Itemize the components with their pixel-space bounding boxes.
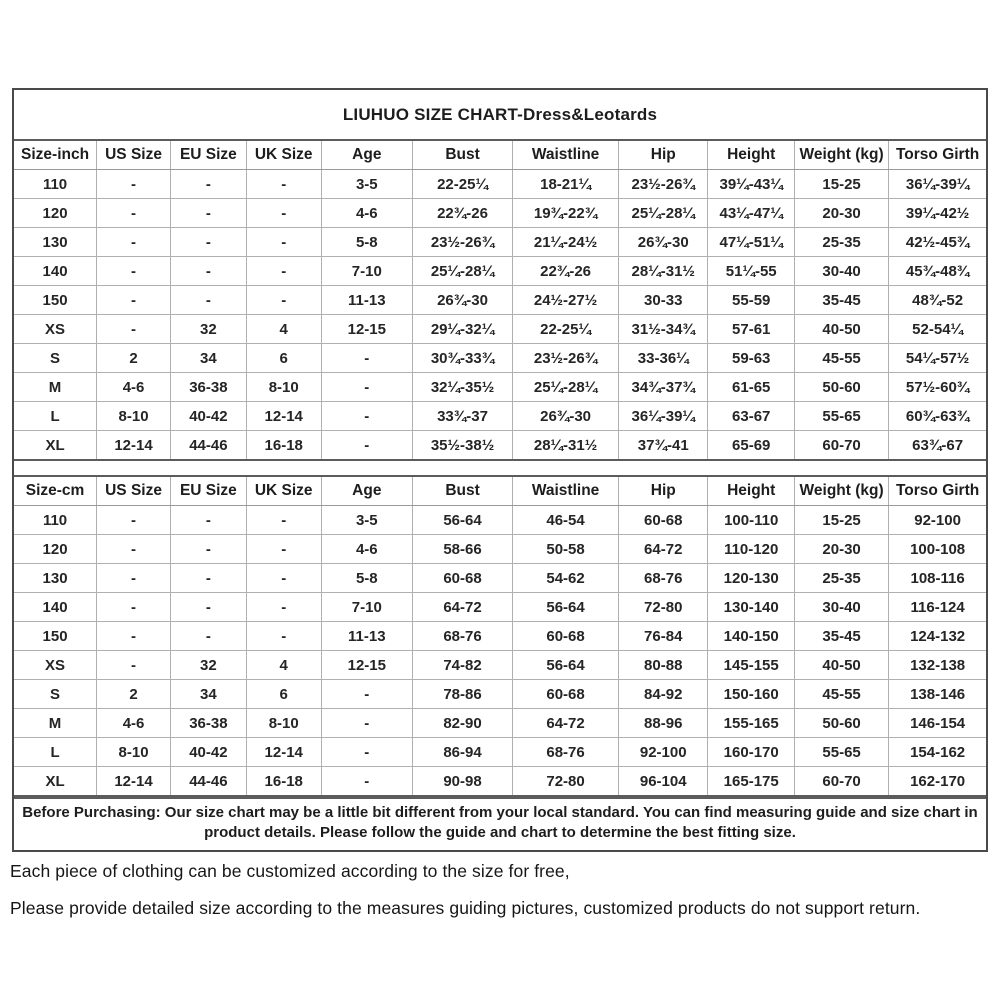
table-cell: 7-10 xyxy=(321,593,412,622)
table-cell: 2 xyxy=(97,344,171,373)
table-cell: - xyxy=(246,286,321,315)
column-header: Waistline xyxy=(513,140,619,170)
column-header: UK Size xyxy=(246,476,321,506)
table-cell: 58-66 xyxy=(412,535,512,564)
table-cell: 44-46 xyxy=(170,431,246,461)
table-cell: 130 xyxy=(14,228,97,257)
table-cell: 45-55 xyxy=(794,680,888,709)
table-cell: - xyxy=(321,402,412,431)
table-cell: 28¼-31½ xyxy=(513,431,619,461)
table-cell: - xyxy=(246,506,321,535)
table-cell: 15-25 xyxy=(794,170,888,199)
table-cell: 60-68 xyxy=(412,564,512,593)
header-row xyxy=(14,140,986,170)
table-cell: - xyxy=(246,535,321,564)
table-cell: 30-33 xyxy=(619,286,708,315)
table-cell: 33¾-37 xyxy=(412,402,512,431)
table-cell: - xyxy=(246,593,321,622)
table-cell: 82-90 xyxy=(412,709,512,738)
customization-note-line2: Please provide detailed size according to the measures guiding pictures, customized products do not support return. xyxy=(10,898,921,918)
table-cell: 45-55 xyxy=(794,344,888,373)
table-row xyxy=(14,738,986,767)
table-cell: 80-88 xyxy=(619,651,708,680)
table-row xyxy=(14,709,986,738)
table-cell: 11-13 xyxy=(321,286,412,315)
table-cell: 32 xyxy=(170,315,246,344)
table-cell: 61-65 xyxy=(708,373,795,402)
table-cell: 22-25¼ xyxy=(412,170,512,199)
table-cell: - xyxy=(170,199,246,228)
table-cell: 26¾-30 xyxy=(412,286,512,315)
table-cell: 20-30 xyxy=(794,535,888,564)
table-cell: 40-50 xyxy=(794,651,888,680)
table-cell: 47¼-51¼ xyxy=(708,228,795,257)
table-cell: 12-15 xyxy=(321,651,412,680)
table-cell: 8-10 xyxy=(246,373,321,402)
table-cell: 68-76 xyxy=(619,564,708,593)
table-cell: 55-59 xyxy=(708,286,795,315)
table-cell: - xyxy=(97,593,171,622)
table-cell: 110-120 xyxy=(708,535,795,564)
table-cell: 22¾-26 xyxy=(412,199,512,228)
table-cell: 29¼-32¼ xyxy=(412,315,512,344)
column-header: Size-inch xyxy=(14,140,97,170)
table-cell: 56-64 xyxy=(513,651,619,680)
table-cell: 64-72 xyxy=(412,593,512,622)
column-header: Age xyxy=(321,140,412,170)
table-cell: 32 xyxy=(170,651,246,680)
table-cell: 92-100 xyxy=(889,506,986,535)
header-row xyxy=(14,476,986,506)
table-cell: - xyxy=(321,373,412,402)
table-cell: 64-72 xyxy=(619,535,708,564)
table-cell: 3-5 xyxy=(321,506,412,535)
table-cell: L xyxy=(14,738,97,767)
table-cell: 12-14 xyxy=(97,767,171,797)
table-row xyxy=(14,257,986,286)
column-header: UK Size xyxy=(246,140,321,170)
table-cell: 22-25¼ xyxy=(513,315,619,344)
table-cell: - xyxy=(97,170,171,199)
table-cell: 15-25 xyxy=(794,506,888,535)
table-cell: 88-96 xyxy=(619,709,708,738)
table-cell: 30¾-33¾ xyxy=(412,344,512,373)
table-row xyxy=(14,564,986,593)
table-cell: 130 xyxy=(14,564,97,593)
table-cell: 100-110 xyxy=(708,506,795,535)
table-cell: 108-116 xyxy=(889,564,986,593)
table-cell: - xyxy=(97,506,171,535)
table-cell: M xyxy=(14,709,97,738)
table-cell: 25¼-28¼ xyxy=(513,373,619,402)
table-cell: 36-38 xyxy=(170,373,246,402)
table-cell: 39¼-43¼ xyxy=(708,170,795,199)
table-cell: 52-54¼ xyxy=(889,315,986,344)
table-cell: - xyxy=(321,431,412,461)
table-cell: 55-65 xyxy=(794,738,888,767)
chart-title: LIUHUO SIZE CHART-Dress&Leotards xyxy=(342,105,658,124)
table-cell: 110 xyxy=(14,170,97,199)
table-cell: 25¼-28¼ xyxy=(619,199,708,228)
table-row xyxy=(14,622,986,651)
table-cell: 42½-45¾ xyxy=(889,228,986,257)
table-cell: 84-92 xyxy=(619,680,708,709)
table-cell: 63-67 xyxy=(708,402,795,431)
table-cell: 46-54 xyxy=(513,506,619,535)
table-cell: 96-104 xyxy=(619,767,708,797)
table-cell: 22¾-26 xyxy=(513,257,619,286)
table-cell: 4-6 xyxy=(97,373,171,402)
table-cell: - xyxy=(97,257,171,286)
table-cell: 146-154 xyxy=(889,709,986,738)
table-cell: 132-138 xyxy=(889,651,986,680)
table-cell: 4-6 xyxy=(321,535,412,564)
table-cell: - xyxy=(97,228,171,257)
table-cell: 39¼-42½ xyxy=(889,199,986,228)
table-cell: 60-68 xyxy=(619,506,708,535)
table-cell: 64-72 xyxy=(513,709,619,738)
table-cell: 40-42 xyxy=(170,402,246,431)
table-cell: 45¾-48¾ xyxy=(889,257,986,286)
table-cell: - xyxy=(246,228,321,257)
table-cell: 5-8 xyxy=(321,564,412,593)
table-cell: 63¾-67 xyxy=(889,431,986,461)
table-cell: - xyxy=(321,680,412,709)
table-cell: 32¼-35½ xyxy=(412,373,512,402)
table-cell: 130-140 xyxy=(708,593,795,622)
table-cell: - xyxy=(170,228,246,257)
table-cell: 140 xyxy=(14,257,97,286)
column-header: US Size xyxy=(97,476,171,506)
table-cell: 25¼-28¼ xyxy=(412,257,512,286)
table-cell: 50-58 xyxy=(513,535,619,564)
table-cell: 21¼-24½ xyxy=(513,228,619,257)
table-cell: - xyxy=(170,286,246,315)
table-cell: 162-170 xyxy=(889,767,986,797)
table-cell: 44-46 xyxy=(170,767,246,797)
table-cell: 30-40 xyxy=(794,593,888,622)
table-cell: 57-61 xyxy=(708,315,795,344)
table-cell: 72-80 xyxy=(513,767,619,797)
column-header: EU Size xyxy=(170,476,246,506)
table-row xyxy=(14,651,986,680)
table-cell: 116-124 xyxy=(889,593,986,622)
table-cell: 12-14 xyxy=(97,431,171,461)
table-cell: 154-162 xyxy=(889,738,986,767)
table-cell: - xyxy=(321,709,412,738)
table-cell: XS xyxy=(14,315,97,344)
table-cell: 40-50 xyxy=(794,315,888,344)
column-header: US Size xyxy=(97,140,171,170)
table-row xyxy=(14,286,986,315)
column-header: Size-cm xyxy=(14,476,97,506)
table-cell: 92-100 xyxy=(619,738,708,767)
table-cell: 35½-38½ xyxy=(412,431,512,461)
table-cell: S xyxy=(14,680,97,709)
table-row xyxy=(14,535,986,564)
table-cell: 55-65 xyxy=(794,402,888,431)
table-cell: 72-80 xyxy=(619,593,708,622)
table-cell: 34¾-37¾ xyxy=(619,373,708,402)
table-cell: 12-14 xyxy=(246,738,321,767)
table-row xyxy=(14,344,986,373)
table-cell: 20-30 xyxy=(794,199,888,228)
table-cell: 140 xyxy=(14,593,97,622)
table-cell: 35-45 xyxy=(794,286,888,315)
table-cell: - xyxy=(97,651,171,680)
table-row xyxy=(14,199,986,228)
table-cell: 30-40 xyxy=(794,257,888,286)
column-header: Height xyxy=(708,476,795,506)
table-cell: L xyxy=(14,402,97,431)
table-cell: 60-70 xyxy=(794,767,888,797)
table-cell: 51¼-55 xyxy=(708,257,795,286)
table-cell: 16-18 xyxy=(246,767,321,797)
table-cell: 160-170 xyxy=(708,738,795,767)
table-cell: 4 xyxy=(246,651,321,680)
table-cell: 31½-34¾ xyxy=(619,315,708,344)
column-header: Weight (kg) xyxy=(794,140,888,170)
table-cell: 110 xyxy=(14,506,97,535)
table-cell: 34 xyxy=(170,344,246,373)
table-cell: 43¼-47¼ xyxy=(708,199,795,228)
table-cell: 60-70 xyxy=(794,431,888,461)
table-cell: 33-36¼ xyxy=(619,344,708,373)
table-cell: 8-10 xyxy=(97,402,171,431)
table-cell: 50-60 xyxy=(794,373,888,402)
table-cell: 23½-26¾ xyxy=(619,170,708,199)
table-cell: 56-64 xyxy=(412,506,512,535)
table-cell: 120-130 xyxy=(708,564,795,593)
table-cell: - xyxy=(170,170,246,199)
size-inch-table xyxy=(14,139,986,461)
purchase-note: Before Purchasing: Our size chart may be a little bit different from your local standard. You can find measuring guide and size chart in product details. Please follow the guide and chart to determine the best fitting size. xyxy=(14,797,986,850)
column-header: Bust xyxy=(412,140,512,170)
table-cell: 90-98 xyxy=(412,767,512,797)
table-row xyxy=(14,767,986,797)
table-row xyxy=(14,402,986,431)
table-cell: 26¾-30 xyxy=(619,228,708,257)
table-cell: - xyxy=(97,286,171,315)
table-cell: - xyxy=(170,535,246,564)
table-cell: 19¾-22¾ xyxy=(513,199,619,228)
table-cell: 12-15 xyxy=(321,315,412,344)
table-cell: 78-86 xyxy=(412,680,512,709)
table-cell: 150 xyxy=(14,286,97,315)
table-cell: 60-68 xyxy=(513,680,619,709)
table-cell: 23½-26¾ xyxy=(513,344,619,373)
table-row xyxy=(14,373,986,402)
table-cell: 40-42 xyxy=(170,738,246,767)
table-cell: 2 xyxy=(97,680,171,709)
table-cell: 145-155 xyxy=(708,651,795,680)
table-cell: - xyxy=(97,622,171,651)
table-cell: 74-82 xyxy=(412,651,512,680)
table-cell: 150 xyxy=(14,622,97,651)
table-cell: - xyxy=(170,564,246,593)
table-cell: M xyxy=(14,373,97,402)
table-cell: - xyxy=(97,564,171,593)
table-cell: - xyxy=(97,535,171,564)
table-cell: 8-10 xyxy=(97,738,171,767)
table-cell: 60-68 xyxy=(513,622,619,651)
table-cell: 48¾-52 xyxy=(889,286,986,315)
table-cell: 140-150 xyxy=(708,622,795,651)
table-cell: 68-76 xyxy=(412,622,512,651)
table-cell: 34 xyxy=(170,680,246,709)
column-header: Hip xyxy=(619,476,708,506)
table-cell: - xyxy=(170,593,246,622)
table-cell: 155-165 xyxy=(708,709,795,738)
table-row xyxy=(14,170,986,199)
column-header: Height xyxy=(708,140,795,170)
table-cell: XS xyxy=(14,651,97,680)
table-cell: - xyxy=(170,622,246,651)
column-header: Bust xyxy=(412,476,512,506)
table-cell: - xyxy=(97,199,171,228)
size-chart-box xyxy=(12,88,988,852)
table-cell: 56-64 xyxy=(513,593,619,622)
table-row xyxy=(14,431,986,461)
column-header: Weight (kg) xyxy=(794,476,888,506)
column-header: Torso Girth xyxy=(889,476,986,506)
table-row xyxy=(14,228,986,257)
table-cell: 100-108 xyxy=(889,535,986,564)
table-cell: 25-35 xyxy=(794,564,888,593)
table-row xyxy=(14,315,986,344)
table-cell: 6 xyxy=(246,344,321,373)
table-cell: 120 xyxy=(14,535,97,564)
table-cell: 4 xyxy=(246,315,321,344)
table-cell: 5-8 xyxy=(321,228,412,257)
table-cell: 4-6 xyxy=(321,199,412,228)
table-cell: 8-10 xyxy=(246,709,321,738)
table-cell: - xyxy=(246,564,321,593)
table-cell: 138-146 xyxy=(889,680,986,709)
table-cell: XL xyxy=(14,431,97,461)
table-cell: 18-21¼ xyxy=(513,170,619,199)
table-cell: - xyxy=(321,738,412,767)
table-cell: 86-94 xyxy=(412,738,512,767)
table-row xyxy=(14,506,986,535)
table-cell: 76-84 xyxy=(619,622,708,651)
table-cell: - xyxy=(246,257,321,286)
table-cell: 36¼-39¼ xyxy=(889,170,986,199)
table-cell: 28¼-31½ xyxy=(619,257,708,286)
table-cell: - xyxy=(321,344,412,373)
table-cell: 26¾-30 xyxy=(513,402,619,431)
table-cell: 37¾-41 xyxy=(619,431,708,461)
table-cell: 6 xyxy=(246,680,321,709)
table-cell: S xyxy=(14,344,97,373)
table-cell: 65-69 xyxy=(708,431,795,461)
table-row xyxy=(14,593,986,622)
table-cell: 36-38 xyxy=(170,709,246,738)
table-cell: 36¼-39¼ xyxy=(619,402,708,431)
table-cell: - xyxy=(246,622,321,651)
table-cell: 3-5 xyxy=(321,170,412,199)
table-cell: 50-60 xyxy=(794,709,888,738)
size-cm-table xyxy=(14,475,986,797)
table-cell: 35-45 xyxy=(794,622,888,651)
table-cell: - xyxy=(97,315,171,344)
table-row xyxy=(14,680,986,709)
column-header: EU Size xyxy=(170,140,246,170)
table-cell: 59-63 xyxy=(708,344,795,373)
column-header: Torso Girth xyxy=(889,140,986,170)
table-cell: 7-10 xyxy=(321,257,412,286)
table-cell: 24½-27½ xyxy=(513,286,619,315)
table-cell: 54-62 xyxy=(513,564,619,593)
table-cell: 23½-26¾ xyxy=(412,228,512,257)
table-cell: 54¼-57½ xyxy=(889,344,986,373)
table-cell: 165-175 xyxy=(708,767,795,797)
table-cell: - xyxy=(170,257,246,286)
column-header: Waistline xyxy=(513,476,619,506)
table-cell: 150-160 xyxy=(708,680,795,709)
table-cell: - xyxy=(246,199,321,228)
table-cell: 68-76 xyxy=(513,738,619,767)
table-cell: - xyxy=(321,767,412,797)
table-cell: 120 xyxy=(14,199,97,228)
table-cell: - xyxy=(170,506,246,535)
column-header: Hip xyxy=(619,140,708,170)
table-cell: - xyxy=(246,170,321,199)
table-cell: XL xyxy=(14,767,97,797)
table-cell: 25-35 xyxy=(794,228,888,257)
table-gap xyxy=(14,461,986,475)
table-cell: 124-132 xyxy=(889,622,986,651)
table-cell: 16-18 xyxy=(246,431,321,461)
column-header: Age xyxy=(321,476,412,506)
table-cell: 12-14 xyxy=(246,402,321,431)
table-cell: 11-13 xyxy=(321,622,412,651)
table-cell: 4-6 xyxy=(97,709,171,738)
table-cell: 57½-60¾ xyxy=(889,373,986,402)
table-cell: 60¾-63¾ xyxy=(889,402,986,431)
customization-note-line1: Each piece of clothing can be customized according to the size for free, xyxy=(10,861,570,881)
